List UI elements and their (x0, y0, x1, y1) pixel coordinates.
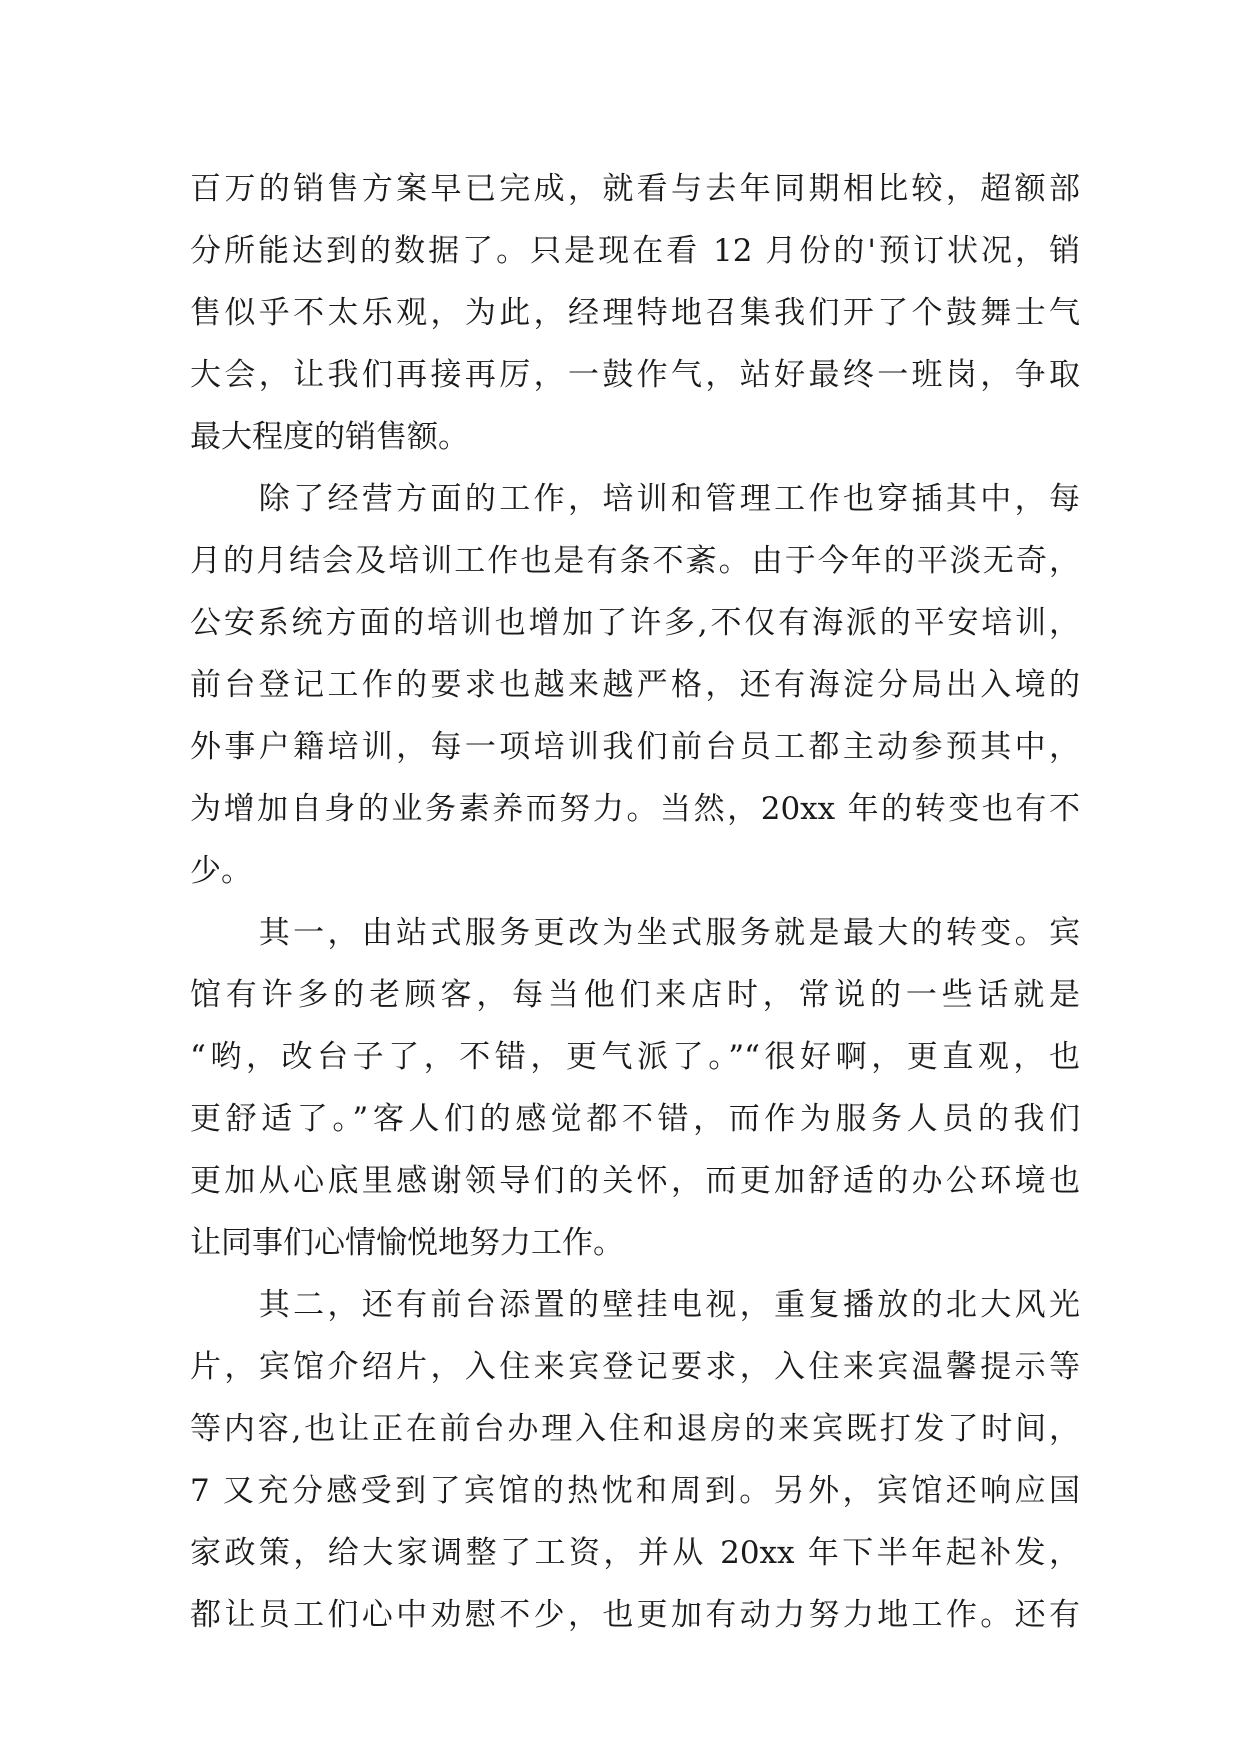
text-line: 更舒适了。”客人们的感觉都不错，而作为服务人员的我们 (190, 1101, 1080, 1137)
paragraph-3 (190, 902, 1080, 1274)
text-line: 外事户籍培训，每一项培训我们前台员工都主动参预其中， (190, 729, 1080, 765)
paragraph-1 (190, 158, 1080, 468)
text-line: 大会，让我们再接再厉，一鼓作气，站好最终一班岗，争取 (190, 357, 1080, 393)
text-line: 分所能达到的数据了。只是现在看 12 月份的'预订状况，销 (190, 233, 1080, 269)
paragraph-4 (190, 1274, 1080, 1646)
text-line: 更加从心底里感谢领导们的关怀，而更加舒适的办公环境也 (190, 1163, 1080, 1199)
text-line: 让同事们心情愉悦地努力工作。 (190, 1225, 624, 1261)
text-line: 都让员工们心中劝慰不少，也更加有动力努力地工作。还有 (190, 1597, 1080, 1633)
text-line: 其二，还有前台添置的壁挂电视，重复播放的北大风光 (190, 1287, 1080, 1323)
text-line: 月的月结会及培训工作也是有条不紊。由于今年的平淡无奇， (190, 543, 1080, 579)
text-line: 其一，由站式服务更改为坐式服务就是最大的转变。宾 (190, 915, 1080, 951)
text-line: 家政策，给大家调整了工资，并从 20xx 年下半年起补发， (190, 1535, 1080, 1571)
text-line: 前台登记工作的要求也越来越严格，还有海淀分局出入境的 (190, 667, 1080, 703)
text-line: 等内容,也让正在前台办理入住和退房的来宾既打发了时间， (190, 1411, 1080, 1447)
text-line: 片，宾馆介绍片，入住来宾登记要求，入住来宾温馨提示等 (190, 1349, 1080, 1385)
paragraph-2 (190, 468, 1080, 902)
text-line: 馆有许多的老顾客，每当他们来店时，常说的一些话就是 (190, 977, 1080, 1013)
text-line: 公安系统方面的培训也增加了许多,不仅有海派的平安培训， (190, 605, 1080, 641)
text-line: 除了经营方面的工作，培训和管理工作也穿插其中，每 (190, 481, 1080, 517)
text-line: 少。 (190, 853, 252, 889)
text-line: 百万的销售方案早已完成，就看与去年同期相比较，超额部 (190, 171, 1080, 207)
text-line: 最大程度的销售额。 (190, 419, 469, 455)
text-line: 7 又充分感受到了宾馆的热忱和周到。另外，宾馆还响应国 (190, 1473, 1080, 1509)
text-line: “哟，改台子了，不错，更气派了。”“很好啊，更直观，也 (190, 1039, 1080, 1075)
body-text (190, 158, 1080, 1646)
text-line: 为增加自身的业务素养而努力。当然，20xx 年的转变也有不 (190, 791, 1080, 827)
text-line: 售似乎不太乐观，为此，经理特地召集我们开了个鼓舞士气 (190, 295, 1080, 331)
